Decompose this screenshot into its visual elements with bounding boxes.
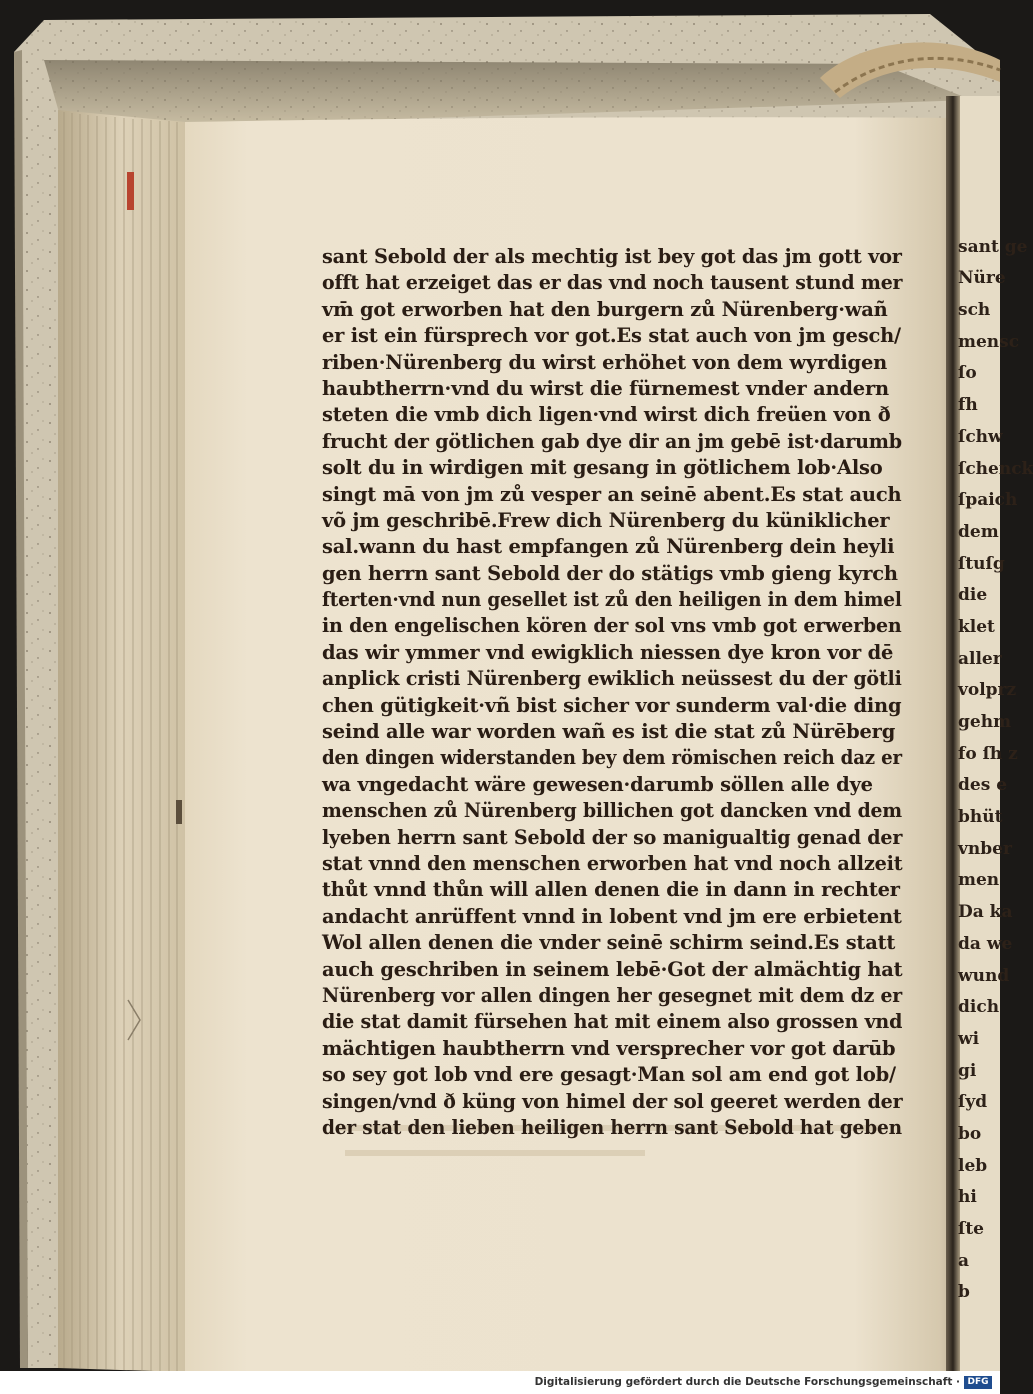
facing-text-line: des e	[958, 775, 1008, 796]
facing-text-line: ſpaich	[958, 490, 1018, 511]
facing-text-line: a	[958, 1250, 970, 1271]
red-tab	[127, 172, 134, 210]
text-line: riben·Nürenberg du wirst erhöhet von dem wyrdigen	[322, 350, 888, 374]
facing-text-line: ſtuſg	[958, 553, 1005, 574]
facing-text-line: bo	[958, 1123, 982, 1144]
text-line: seind alle war worden wañ es ist die stat zů Nürēberg	[322, 720, 896, 744]
facing-page-text	[958, 200, 1033, 1370]
text-line: vm̄ got erworben hat den burgern zů Nürenberg·wañ	[322, 297, 888, 321]
text-line: so sey got lob vnd ere gesagt·Man sol am end got lob/	[322, 1063, 896, 1087]
facing-text-line: wi	[958, 1028, 980, 1049]
text-line: andacht anrüffent vnnd in lobent vnd jm ere erbietent	[322, 904, 902, 928]
facing-text-line: ſchenck	[958, 458, 1033, 479]
footer-credit: Digitalisierung gefördert durch die Deutsche Forschungsgemeinschaft ·	[534, 1376, 960, 1388]
facing-text-line: fo ſh z	[958, 743, 1018, 764]
facing-text-line: Nüre	[958, 268, 1006, 289]
facing-text-line: ſyd	[958, 1092, 988, 1113]
text-line: thůt vnnd thůn will allen denen die in dann in rechter	[322, 878, 900, 902]
text-line: stat vnnd den menschen erworben hat vnd noch allzeit	[322, 851, 903, 875]
facing-text-line: gi	[958, 1060, 977, 1081]
facing-text-line: fh	[958, 395, 978, 416]
text-line: sal.wann du hast empfangen zů Nürenberg dein heyli	[322, 535, 895, 559]
facing-text-line: sch	[958, 300, 991, 321]
facing-text-line: hi	[958, 1187, 977, 1208]
facing-text-line: ſchw	[958, 426, 1003, 447]
text-line: das wir ymmer vnd ewigklich niessen dye kron vor dē	[322, 640, 894, 664]
facing-text-line: da we	[958, 933, 1013, 954]
text-line: offt hat erzeiget das er das vnd noch tausent stund mer	[322, 271, 903, 295]
text-block	[322, 244, 904, 1141]
text-line: anplick cristi Nürenberg ewiklich neüssest du der götli	[322, 667, 902, 691]
facing-text-line: mensc	[958, 331, 1020, 352]
text-line: singt mā von jm zů vesper an seinē abent.Es stat auch	[322, 482, 902, 506]
text-line: gen herrn sant Sebold der do stätigs vmb gieng kyrch	[322, 561, 898, 585]
facing-text-line: volprz	[958, 680, 1017, 701]
text-line: in den engelischen kören der sol vns vmb got erwerben	[322, 614, 902, 638]
text-line: sant Sebold der als mechtig ist bey got das jm gott vor	[322, 245, 902, 268]
text-line: den dingen widerstanden bey dem römischen reich daz er	[322, 746, 902, 770]
text-line: lyeben herrn sant Sebold der so manigualtig genad der	[322, 825, 903, 849]
text-line: wa vngedacht wäre gewesen·darumb söllen alle dye	[322, 772, 873, 796]
facing-text-line: dich	[958, 997, 1000, 1018]
facing-text-line: ſo	[958, 363, 977, 384]
text-line: der stat den lieben heiligen herrn sant Sebold hat geben	[322, 1115, 902, 1139]
text-line: die stat damit fürsehen hat mit einem also grossen vnd	[322, 1010, 903, 1034]
text-line: menschen zů Nürenberg billichen got dancken vnd dem	[322, 799, 902, 823]
text-line: fterten·vnd nun gesellet ist zů den heiligen in dem himel	[322, 588, 902, 612]
page-edges	[58, 110, 185, 1372]
text-line: auch geschriben in seinem lebē·Got der almächtig hat	[322, 957, 903, 981]
text-line: frucht der götlichen gab dye dir an jm gebē ist·darumb	[322, 429, 902, 453]
facing-text-line: vnber	[958, 838, 1012, 859]
text-line: singen/vnd ð küng von himel der sol geeret werden der	[322, 1089, 903, 1113]
facing-text-line: men	[958, 870, 1000, 891]
facing-text-line: bhüt	[958, 807, 1003, 828]
text-line: Nürenberg vor allen dingen her gesegnet mit dem dz er	[322, 983, 903, 1007]
text-line: solt du in wirdigen mit gesang in götlichem lob·Also	[322, 456, 883, 480]
text-line: mächtigen haubtherrn vnd versprecher vor got darūb	[322, 1036, 896, 1060]
facing-text-line: gehm	[958, 712, 1012, 732]
facing-text-line: sant ge	[958, 236, 1028, 257]
text-line: võ jm geschribē.Frew dich Nürenberg du küniklicher	[322, 508, 890, 532]
dfg-logo: DFG	[964, 1376, 992, 1389]
facing-text-line	[958, 200, 1000, 232]
facing-text-line: die	[958, 585, 988, 606]
text-line: steten die vmb dich ligen·vnd wirst dich freüen von ð	[322, 403, 891, 427]
facing-text-line: leb	[958, 1155, 988, 1176]
facing-text-line: Da ka	[958, 902, 1013, 923]
facing-text-line: ſte	[958, 1219, 984, 1239]
text-line: chen gütigkeit·vñ bist sicher vor sunderm val·die ding	[322, 693, 902, 717]
facing-text-line: wund	[958, 965, 1010, 986]
facing-text-line: klet	[958, 616, 995, 637]
footer	[0, 1371, 1000, 1394]
text-line: er ist ein fürsprech vor got.Es stat auch von jm gesch/	[322, 324, 901, 348]
facing-text-line: aller	[958, 648, 1002, 669]
facing-text-line: dem	[958, 521, 999, 542]
text-line: Wol allen denen die vnder seinē schirm seind.Es statt	[322, 931, 896, 955]
facing-text-line: b	[958, 1282, 970, 1303]
text-line: haubtherrn·vnd du wirst die fürnemest vnder andern	[322, 376, 889, 400]
